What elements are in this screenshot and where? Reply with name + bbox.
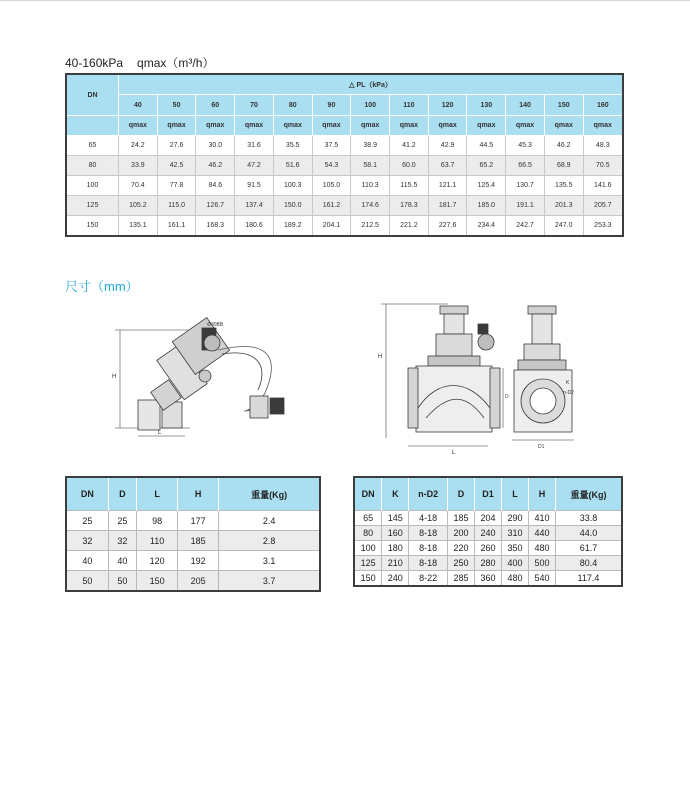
- table-cell: 360: [475, 571, 502, 587]
- table-cell: 220: [448, 541, 475, 556]
- table-cell: 40: [108, 551, 136, 571]
- column-header: H: [178, 477, 219, 511]
- table-cell: 280: [475, 556, 502, 571]
- table-cell: 204: [475, 511, 502, 526]
- table-cell: 50: [66, 571, 108, 592]
- flow-cell: 227.6: [428, 216, 467, 237]
- table-cell: 40: [66, 551, 108, 571]
- table-cell: 32: [66, 531, 108, 551]
- flow-cell: 35.5: [273, 136, 312, 156]
- table-cell: 160: [382, 526, 409, 541]
- table-cell: 250: [448, 556, 475, 571]
- qmax-header: qmax: [428, 116, 467, 136]
- flow-cell: 70.4: [119, 176, 158, 196]
- pressure-header: 60: [196, 95, 235, 116]
- flanged-d1-label: D1: [538, 444, 545, 450]
- flow-unit: qmax（m³/h）: [137, 56, 215, 70]
- table-cell: 2.4: [219, 511, 320, 531]
- flow-cell: 191.1: [506, 196, 545, 216]
- table-cell: 150: [354, 571, 382, 587]
- flanged-k-label: K: [566, 380, 570, 386]
- qmax-header: qmax: [196, 116, 235, 136]
- table-cell: 500: [528, 556, 555, 571]
- small-table-header: [66, 477, 320, 511]
- table-cell: 290: [502, 511, 529, 526]
- qmax-header: qmax: [312, 116, 351, 136]
- flow-cell: 126.7: [196, 196, 235, 216]
- table-row: [66, 196, 623, 216]
- flow-cell: 65.2: [467, 156, 506, 176]
- flow-cell: 105.2: [119, 196, 158, 216]
- pressure-header: 150: [544, 95, 583, 116]
- flow-header-blank: [66, 116, 119, 136]
- flow-cell: 46.2: [544, 136, 583, 156]
- flow-cell: 130.7: [506, 176, 545, 196]
- flow-cell: 221.2: [390, 216, 429, 237]
- dn-cell: 100: [66, 176, 119, 196]
- flow-cell: 178.3: [390, 196, 429, 216]
- flow-cell: 44.5: [467, 136, 506, 156]
- flow-cell: 125.4: [467, 176, 506, 196]
- table-cell: 110: [137, 531, 178, 551]
- table-cell: 540: [528, 571, 555, 587]
- flanged-d-label: D: [505, 394, 509, 400]
- flanged-valve-dimensions-table: [353, 476, 623, 587]
- dimensions-title: 尺寸（mm）: [65, 279, 139, 294]
- pressure-header: 90: [312, 95, 351, 116]
- large-table-header: [354, 477, 622, 511]
- column-header: D: [108, 477, 136, 511]
- qmax-header: qmax: [583, 116, 623, 136]
- column-header: DN: [354, 477, 382, 511]
- dn-cell: 150: [66, 216, 119, 237]
- table-cell: 8-18: [409, 526, 448, 541]
- table-cell: 210: [382, 556, 409, 571]
- table-row: [66, 156, 623, 176]
- large-table-body: [354, 511, 622, 587]
- table-cell: 350: [502, 541, 529, 556]
- pressure-header: 100: [351, 95, 390, 116]
- table-cell: 25: [66, 511, 108, 531]
- table-cell: 33.8: [555, 511, 622, 526]
- flow-header-qmax: [66, 116, 623, 136]
- flow-cell: 212.5: [351, 216, 390, 237]
- flow-cell: 100.3: [273, 176, 312, 196]
- flanged-l-label: L: [452, 450, 456, 456]
- flow-cell: 91.5: [235, 176, 274, 196]
- table-cell: 98: [137, 511, 178, 531]
- pressure-header: 80: [273, 95, 312, 116]
- small-valve-l-label: L: [158, 430, 162, 436]
- flow-cell: 54.3: [312, 156, 351, 176]
- table-cell: 4-18: [409, 511, 448, 526]
- flow-cell: 45.3: [506, 136, 545, 156]
- table-row: [66, 551, 320, 571]
- dn-cell: 80: [66, 156, 119, 176]
- table-cell: 50: [108, 571, 136, 592]
- table-cell: 177: [178, 511, 219, 531]
- flow-cell: 66.5: [506, 156, 545, 176]
- top-divider: [0, 0, 690, 1]
- table-cell: 80.4: [555, 556, 622, 571]
- table-row: [66, 511, 320, 531]
- flow-cell: 47.2: [235, 156, 274, 176]
- flow-cell: 135.1: [119, 216, 158, 237]
- table-cell: 400: [502, 556, 529, 571]
- flanged-n-label: n-D2: [563, 390, 574, 396]
- table-cell: 205: [178, 571, 219, 592]
- flow-cell: 141.6: [583, 176, 623, 196]
- flow-cell: 31.6: [235, 136, 274, 156]
- table-cell: 80: [354, 526, 382, 541]
- table-cell: 480: [528, 541, 555, 556]
- flow-cell: 41.2: [390, 136, 429, 156]
- table-cell: 185: [448, 511, 475, 526]
- table-cell: 44.0: [555, 526, 622, 541]
- flow-cell: 58.1: [351, 156, 390, 176]
- flow-cell: 201.3: [544, 196, 583, 216]
- flow-cell: 115.0: [157, 196, 196, 216]
- table-row: [66, 136, 623, 156]
- column-header: L: [137, 477, 178, 511]
- flow-cell: 84.6: [196, 176, 235, 196]
- table-cell: 3.1: [219, 551, 320, 571]
- flow-cell: 42.5: [157, 156, 196, 176]
- table-cell: 410: [528, 511, 555, 526]
- flow-cell: 180.6: [235, 216, 274, 237]
- table-row: [354, 526, 622, 541]
- column-header: 重量(Kg): [555, 477, 622, 511]
- flow-cell: 205.7: [583, 196, 623, 216]
- qmax-header: qmax: [506, 116, 545, 136]
- flow-cell: 185.0: [467, 196, 506, 216]
- column-header: L: [502, 477, 529, 511]
- column-header: D: [448, 477, 475, 511]
- table-row: [66, 216, 623, 237]
- pressure-header: 120: [428, 95, 467, 116]
- column-header: n-D2: [409, 477, 448, 511]
- table-cell: 180: [382, 541, 409, 556]
- pressure-header: 140: [506, 95, 545, 116]
- table-cell: 200: [448, 526, 475, 541]
- column-header: H: [528, 477, 555, 511]
- column-header: DN: [66, 477, 108, 511]
- flow-cell: 242.7: [506, 216, 545, 237]
- table-cell: 100: [354, 541, 382, 556]
- table-cell: 61.7: [555, 541, 622, 556]
- flow-cell: 46.2: [196, 156, 235, 176]
- flow-cell: 60.0: [390, 156, 429, 176]
- table-cell: 240: [475, 526, 502, 541]
- flow-cell: 189.2: [273, 216, 312, 237]
- table-cell: 32: [108, 531, 136, 551]
- flow-cell: 38.9: [351, 136, 390, 156]
- flow-table: [65, 73, 624, 237]
- flow-table-title: [65, 54, 228, 71]
- dn-cell: 65: [66, 136, 119, 156]
- flanged-h-label: H: [378, 354, 383, 360]
- pressure-header: 70: [235, 95, 274, 116]
- qmax-header: qmax: [390, 116, 429, 136]
- flow-cell: 137.4: [235, 196, 274, 216]
- table-cell: 8-18: [409, 541, 448, 556]
- table-cell: 480: [502, 571, 529, 587]
- flow-cell: 42.9: [428, 136, 467, 156]
- table-cell: 310: [502, 526, 529, 541]
- table-row: [66, 176, 623, 196]
- table-cell: 65: [354, 511, 382, 526]
- table-cell: 150: [137, 571, 178, 592]
- flow-cell: 105.0: [312, 176, 351, 196]
- flow-cell: 24.2: [119, 136, 158, 156]
- qmax-header: qmax: [544, 116, 583, 136]
- small-valve-tag: Φ30BB: [207, 322, 224, 328]
- flow-cell: 135.5: [544, 176, 583, 196]
- table-cell: 8-18: [409, 556, 448, 571]
- flow-cell: 161.1: [157, 216, 196, 237]
- pressure-header: 160: [583, 95, 623, 116]
- small-valve-drawing: [110, 298, 320, 448]
- flow-cell: 204.1: [312, 216, 351, 237]
- flow-cell: 181.7: [428, 196, 467, 216]
- table-cell: 25: [108, 511, 136, 531]
- qmax-header: qmax: [157, 116, 196, 136]
- table-row: [66, 571, 320, 592]
- table-cell: 285: [448, 571, 475, 587]
- table-cell: 125: [354, 556, 382, 571]
- flow-cell: 247.0: [544, 216, 583, 237]
- flow-cell: 30.0: [196, 136, 235, 156]
- qmax-header: qmax: [235, 116, 274, 136]
- flow-cell: 27.6: [157, 136, 196, 156]
- table-row: [354, 571, 622, 587]
- table-cell: 3.7: [219, 571, 320, 592]
- flow-header-pressures: [66, 95, 623, 116]
- flow-cell: 110.3: [351, 176, 390, 196]
- qmax-header: qmax: [467, 116, 506, 136]
- flow-cell: 48.3: [583, 136, 623, 156]
- table-cell: 8-22: [409, 571, 448, 587]
- small-valve-h-label: H: [112, 374, 117, 380]
- small-table-body: [66, 511, 320, 592]
- flow-cell: 253.3: [583, 216, 623, 237]
- flow-cell: 174.6: [351, 196, 390, 216]
- table-cell: 260: [475, 541, 502, 556]
- pressure-header: 50: [157, 95, 196, 116]
- flow-cell: 37.5: [312, 136, 351, 156]
- flanged-valve-drawing: [378, 298, 593, 456]
- table-cell: 192: [178, 551, 219, 571]
- qmax-header: qmax: [273, 116, 312, 136]
- flow-cell: 150.0: [273, 196, 312, 216]
- table-cell: 185: [178, 531, 219, 551]
- table-cell: 2.8: [219, 531, 320, 551]
- table-cell: 440: [528, 526, 555, 541]
- flow-header-dn: DN: [66, 74, 119, 116]
- table-row: [354, 556, 622, 571]
- table-cell: 240: [382, 571, 409, 587]
- flow-cell: 68.9: [544, 156, 583, 176]
- pressure-header: 110: [390, 95, 429, 116]
- flow-cell: 234.4: [467, 216, 506, 237]
- pressure-range: 40-160kPa: [65, 56, 124, 70]
- dn-cell: 125: [66, 196, 119, 216]
- pressure-header: 40: [119, 95, 158, 116]
- qmax-header: qmax: [119, 116, 158, 136]
- table-cell: 120: [137, 551, 178, 571]
- flow-cell: 33.9: [119, 156, 158, 176]
- table-cell: 145: [382, 511, 409, 526]
- pressure-header: 130: [467, 95, 506, 116]
- small-valve-dimensions-table: [65, 476, 321, 592]
- flow-cell: 115.5: [390, 176, 429, 196]
- table-row: [354, 541, 622, 556]
- flow-cell: 51.6: [273, 156, 312, 176]
- table-cell: 117.4: [555, 571, 622, 587]
- column-header: K: [382, 477, 409, 511]
- flow-cell: 63.7: [428, 156, 467, 176]
- flow-cell: 161.2: [312, 196, 351, 216]
- flow-table-body: [66, 136, 623, 237]
- flow-cell: 70.5: [583, 156, 623, 176]
- table-row: [66, 531, 320, 551]
- flow-cell: 168.3: [196, 216, 235, 237]
- flow-cell: 77.8: [157, 176, 196, 196]
- flow-header-pl: △ PL（kPa）: [119, 74, 624, 95]
- column-header: D1: [475, 477, 502, 511]
- table-row: [354, 511, 622, 526]
- column-header: 重量(Kg): [219, 477, 320, 511]
- qmax-header: qmax: [351, 116, 390, 136]
- flow-cell: 121.1: [428, 176, 467, 196]
